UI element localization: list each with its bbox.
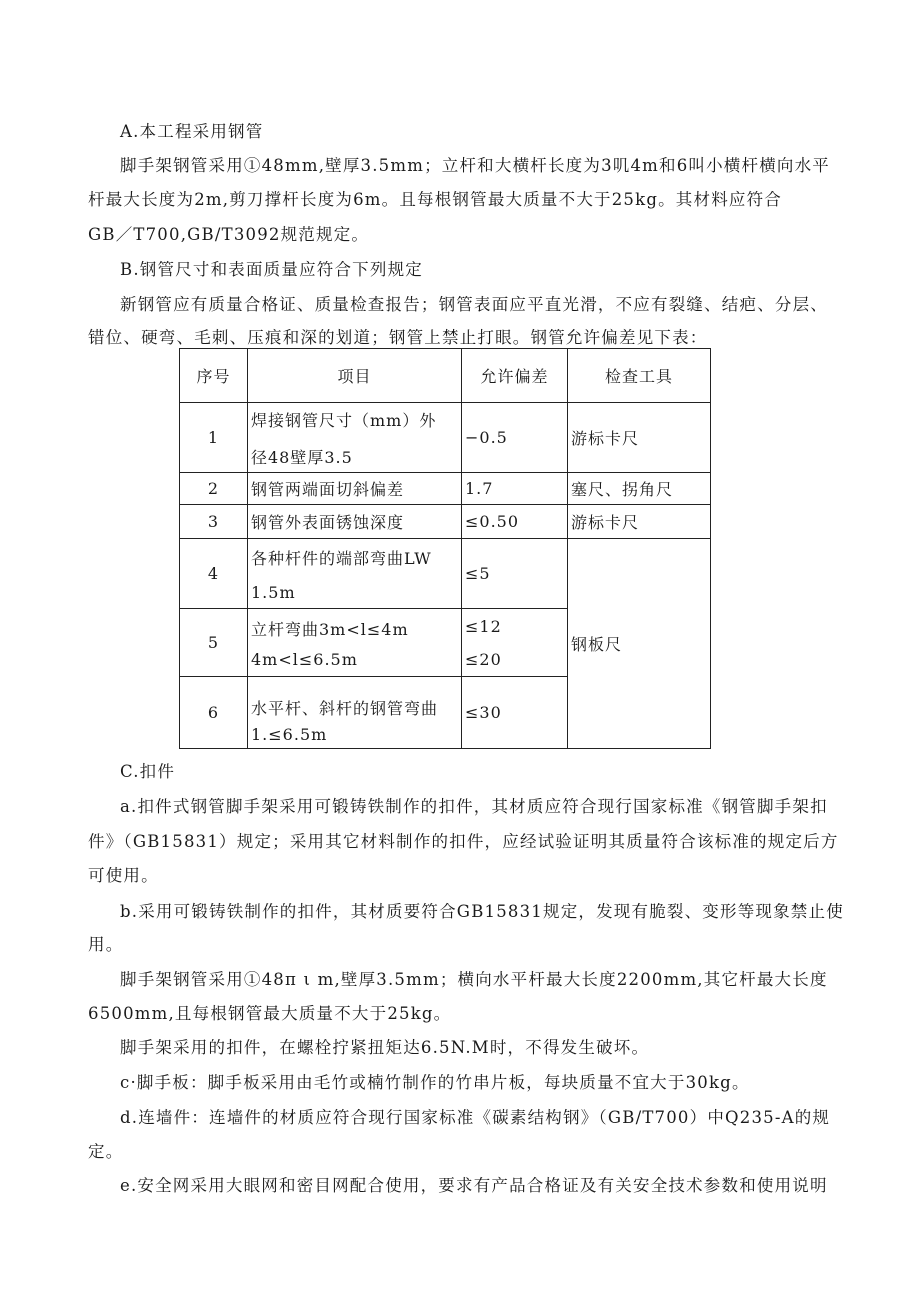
row-item <box>248 403 462 473</box>
row-no: 4 <box>180 539 248 609</box>
row-item <box>248 539 462 609</box>
header-item: 项目 <box>248 349 462 403</box>
row-tolerance: ≤5 <box>462 539 568 609</box>
row-no: 3 <box>180 505 248 539</box>
paragraph-line: 杆最大长度为2m,剪刀撑杆长度为6m。且每根钢管最大质量不大于25kg。其材料应符合 <box>88 190 782 209</box>
table-row <box>180 473 711 505</box>
row-no: 5 <box>180 609 248 677</box>
row-item-line: 各种杆件的端部弯曲LW <box>251 548 432 568</box>
paragraph-line: a.扣件式钢管脚手架采用可锻铸铁制作的扣件，其材质应符合现行国家标准《钢管脚手架扣 <box>120 797 828 816</box>
row-item-line: 1.≤6.5m <box>251 724 328 744</box>
row-tolerance-line: ≤12 <box>465 616 502 636</box>
table-header-row <box>180 349 711 403</box>
row-no: 1 <box>180 403 248 473</box>
paragraph-line: 脚手架采用的扣件，在螺栓拧紧扭矩达6.5N.M时，不得发生破坏。 <box>120 1038 650 1057</box>
row-tolerance <box>462 609 568 677</box>
header-tolerance: 允许偏差 <box>462 349 568 403</box>
tolerance-table <box>179 348 711 749</box>
table-row <box>180 403 711 473</box>
row-tolerance-line: ≤20 <box>465 649 502 669</box>
paragraph-line: 脚手架钢管采用①48mm,壁厚3.5mm；立杆和大横杆长度为3叽4m和6叫小横杆横向水平 <box>120 156 831 175</box>
section-a-heading: A.本工程采用钢管 <box>120 122 264 141</box>
row-item-line: 4m<l≤6.5m <box>251 649 358 669</box>
row-item <box>248 609 462 677</box>
row-tolerance: −0.5 <box>462 403 568 473</box>
row-item-line: 1.5m <box>251 582 296 602</box>
merged-tool-cell: 钢板尺 <box>568 539 711 749</box>
row-item <box>248 677 462 749</box>
paragraph-line: GB／T700,GB/T3092规范规定。 <box>88 225 370 244</box>
paragraph-line: 新钢管应有质量合格证、质量检查报告；钢管表面应平直光滑，不应有裂缝、结疤、分层、 <box>120 295 828 314</box>
header-tool: 检查工具 <box>568 349 711 403</box>
row-item-line: 立杆弯曲3m<l≤4m <box>251 619 409 639</box>
table-row <box>180 505 711 539</box>
row-tolerance: ≤30 <box>462 677 568 749</box>
paragraph-line: 用。 <box>88 935 124 954</box>
paragraph-line: e.安全网采用大眼网和密目网配合使用，要求有产品合格证及有关安全技术参数和使用说明 <box>120 1176 828 1195</box>
row-item-line: 水平杆、斜杆的钢管弯曲 <box>251 698 439 718</box>
section-c-heading: C.扣件 <box>120 762 176 781</box>
paragraph-line: 可使用。 <box>88 866 159 885</box>
paragraph-line: 脚手架钢管采用①48π ι m,壁厚3.5mm；横向水平杆最大长度2200mm,其它杆最大长度 <box>120 970 828 989</box>
row-item: 钢管两端面切斜偏差 <box>248 473 462 505</box>
row-no: 6 <box>180 677 248 749</box>
paragraph-line: 件》（GB15831）规定；采用其它材料制作的扣件，应经试验证明其质量符合该标准的规定后方 <box>88 832 839 851</box>
row-no: 2 <box>180 473 248 505</box>
row-tool: 游标卡尺 <box>568 403 711 473</box>
paragraph-line: b.采用可锻铸铁制作的扣件，其材质要符合GB15831规定，发现有脆裂、变形等现象禁止使 <box>120 902 844 921</box>
paragraph-line: 定。 <box>88 1142 124 1161</box>
section-b-heading: B.钢管尺寸和表面质量应符合下列规定 <box>120 260 423 279</box>
paragraph-line: 6500mm,且每根钢管最大质量不大于25kg。 <box>88 1004 452 1023</box>
header-no: 序号 <box>180 349 248 403</box>
paragraph-line: c·脚手板：脚手板采用由毛竹或楠竹制作的竹串片板，每块质量不宜大于30kg。 <box>120 1073 750 1092</box>
row-item-line: 径48壁厚3.5 <box>251 447 353 467</box>
paragraph-line: d.连墙件：连墙件的材质应符合现行国家标准《碳素结构钢》（GB/T700）中Q235-A的规 <box>120 1108 831 1127</box>
paragraph-line: 错位、硬弯、毛刺、压痕和深的划道；钢管上禁止打眼。钢管允许偏差见下表： <box>88 328 708 347</box>
row-item: 钢管外表面锈蚀深度 <box>248 505 462 539</box>
row-tolerance: ≤0.50 <box>462 505 568 539</box>
row-tolerance: 1.7 <box>462 473 568 505</box>
row-tool: 塞尺、拐角尺 <box>568 473 711 505</box>
row-tool: 游标卡尺 <box>568 505 711 539</box>
table-row <box>180 539 711 609</box>
row-item-line: 焊接钢管尺寸（mm）外 <box>251 410 437 430</box>
